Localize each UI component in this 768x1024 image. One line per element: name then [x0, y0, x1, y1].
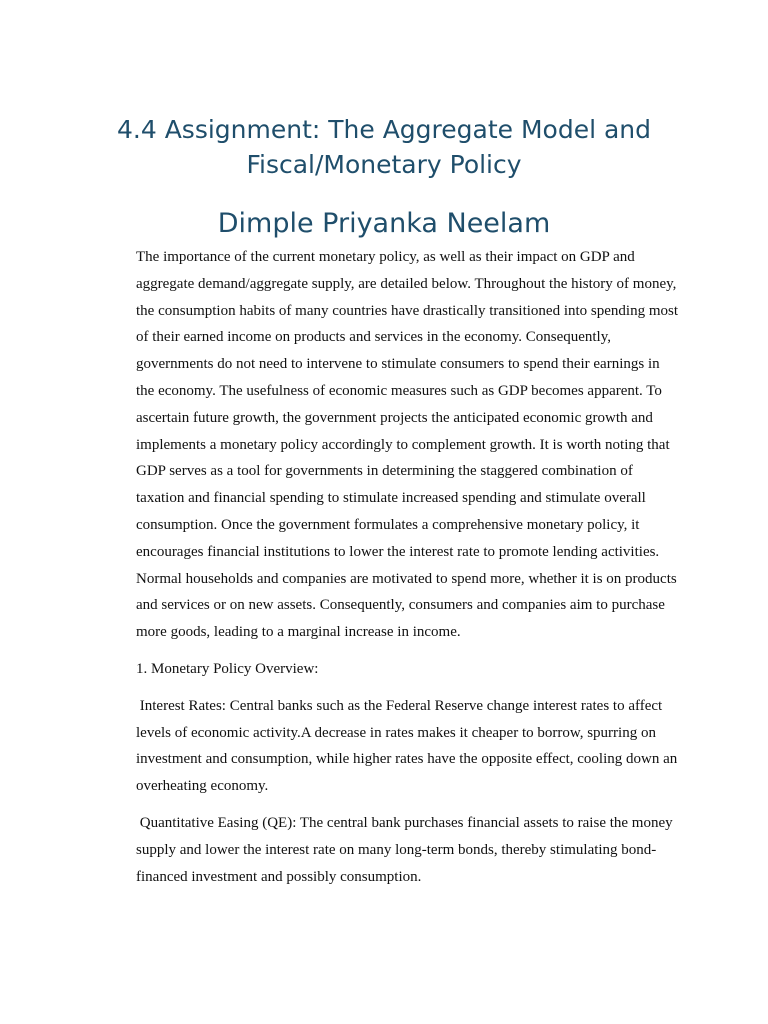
intro-paragraph: The importance of the current monetary policy, as well as their impact on GDP and aggregate demand/aggregate supply, are detailed below. Throughout the history of money, the consumption habits of many countries have drastically transitioned into spending most of their earned income on products and services in the economy. Consequently, governments do not need to intervene to stimulate consumers to spend their earnings in the economy. The usefulness of economic measures such as GDP becomes apparent. To ascertain future growth, the government projects the anticipated economic growth and implements a monetary policy accordingly to complement growth. It is worth noting that GDP serves as a tool for governments in determining the staggered combination of taxation and financial spending to stimulate increased spending and stimulate overall consumption. Once the government formulates a comprehensive monetary policy, it encourages financial institutions to lower the interest rate to promote lending activities. Normal households and companies are motivated to spend more, whether it is on products and services or on new assets. Consequently, consumers and companies aim to purchase more goods, leading to a marginal increase in income. [136, 249, 678, 641]
quantitative-easing-paragraph: Quantitative Easing (QE): The central bank purchases financial assets to raise the money supply and lower the interest rate on many long-term bonds, thereby stimulating bond-financed investment and possibly consumption. [136, 814, 677, 885]
interest-rates-paragraph: Interest Rates: Central banks such as the Federal Reserve change interest rates to affect levels of economic activity.A decrease in rates makes it cheaper to borrow, spurring on investment and consumption, while higher rates have the opposite effect, cooling down an overheating economy. [136, 697, 682, 795]
section-heading-monetary-policy-overview: 1. Monetary Policy Overview: [136, 660, 319, 677]
author-name: Dimple Priyanka Neelam [217, 208, 551, 239]
document-title: 4.4 Assignment: The Aggregate Model and Fiscal/Monetary Policy [116, 115, 652, 179]
document-body [136, 244, 681, 900]
